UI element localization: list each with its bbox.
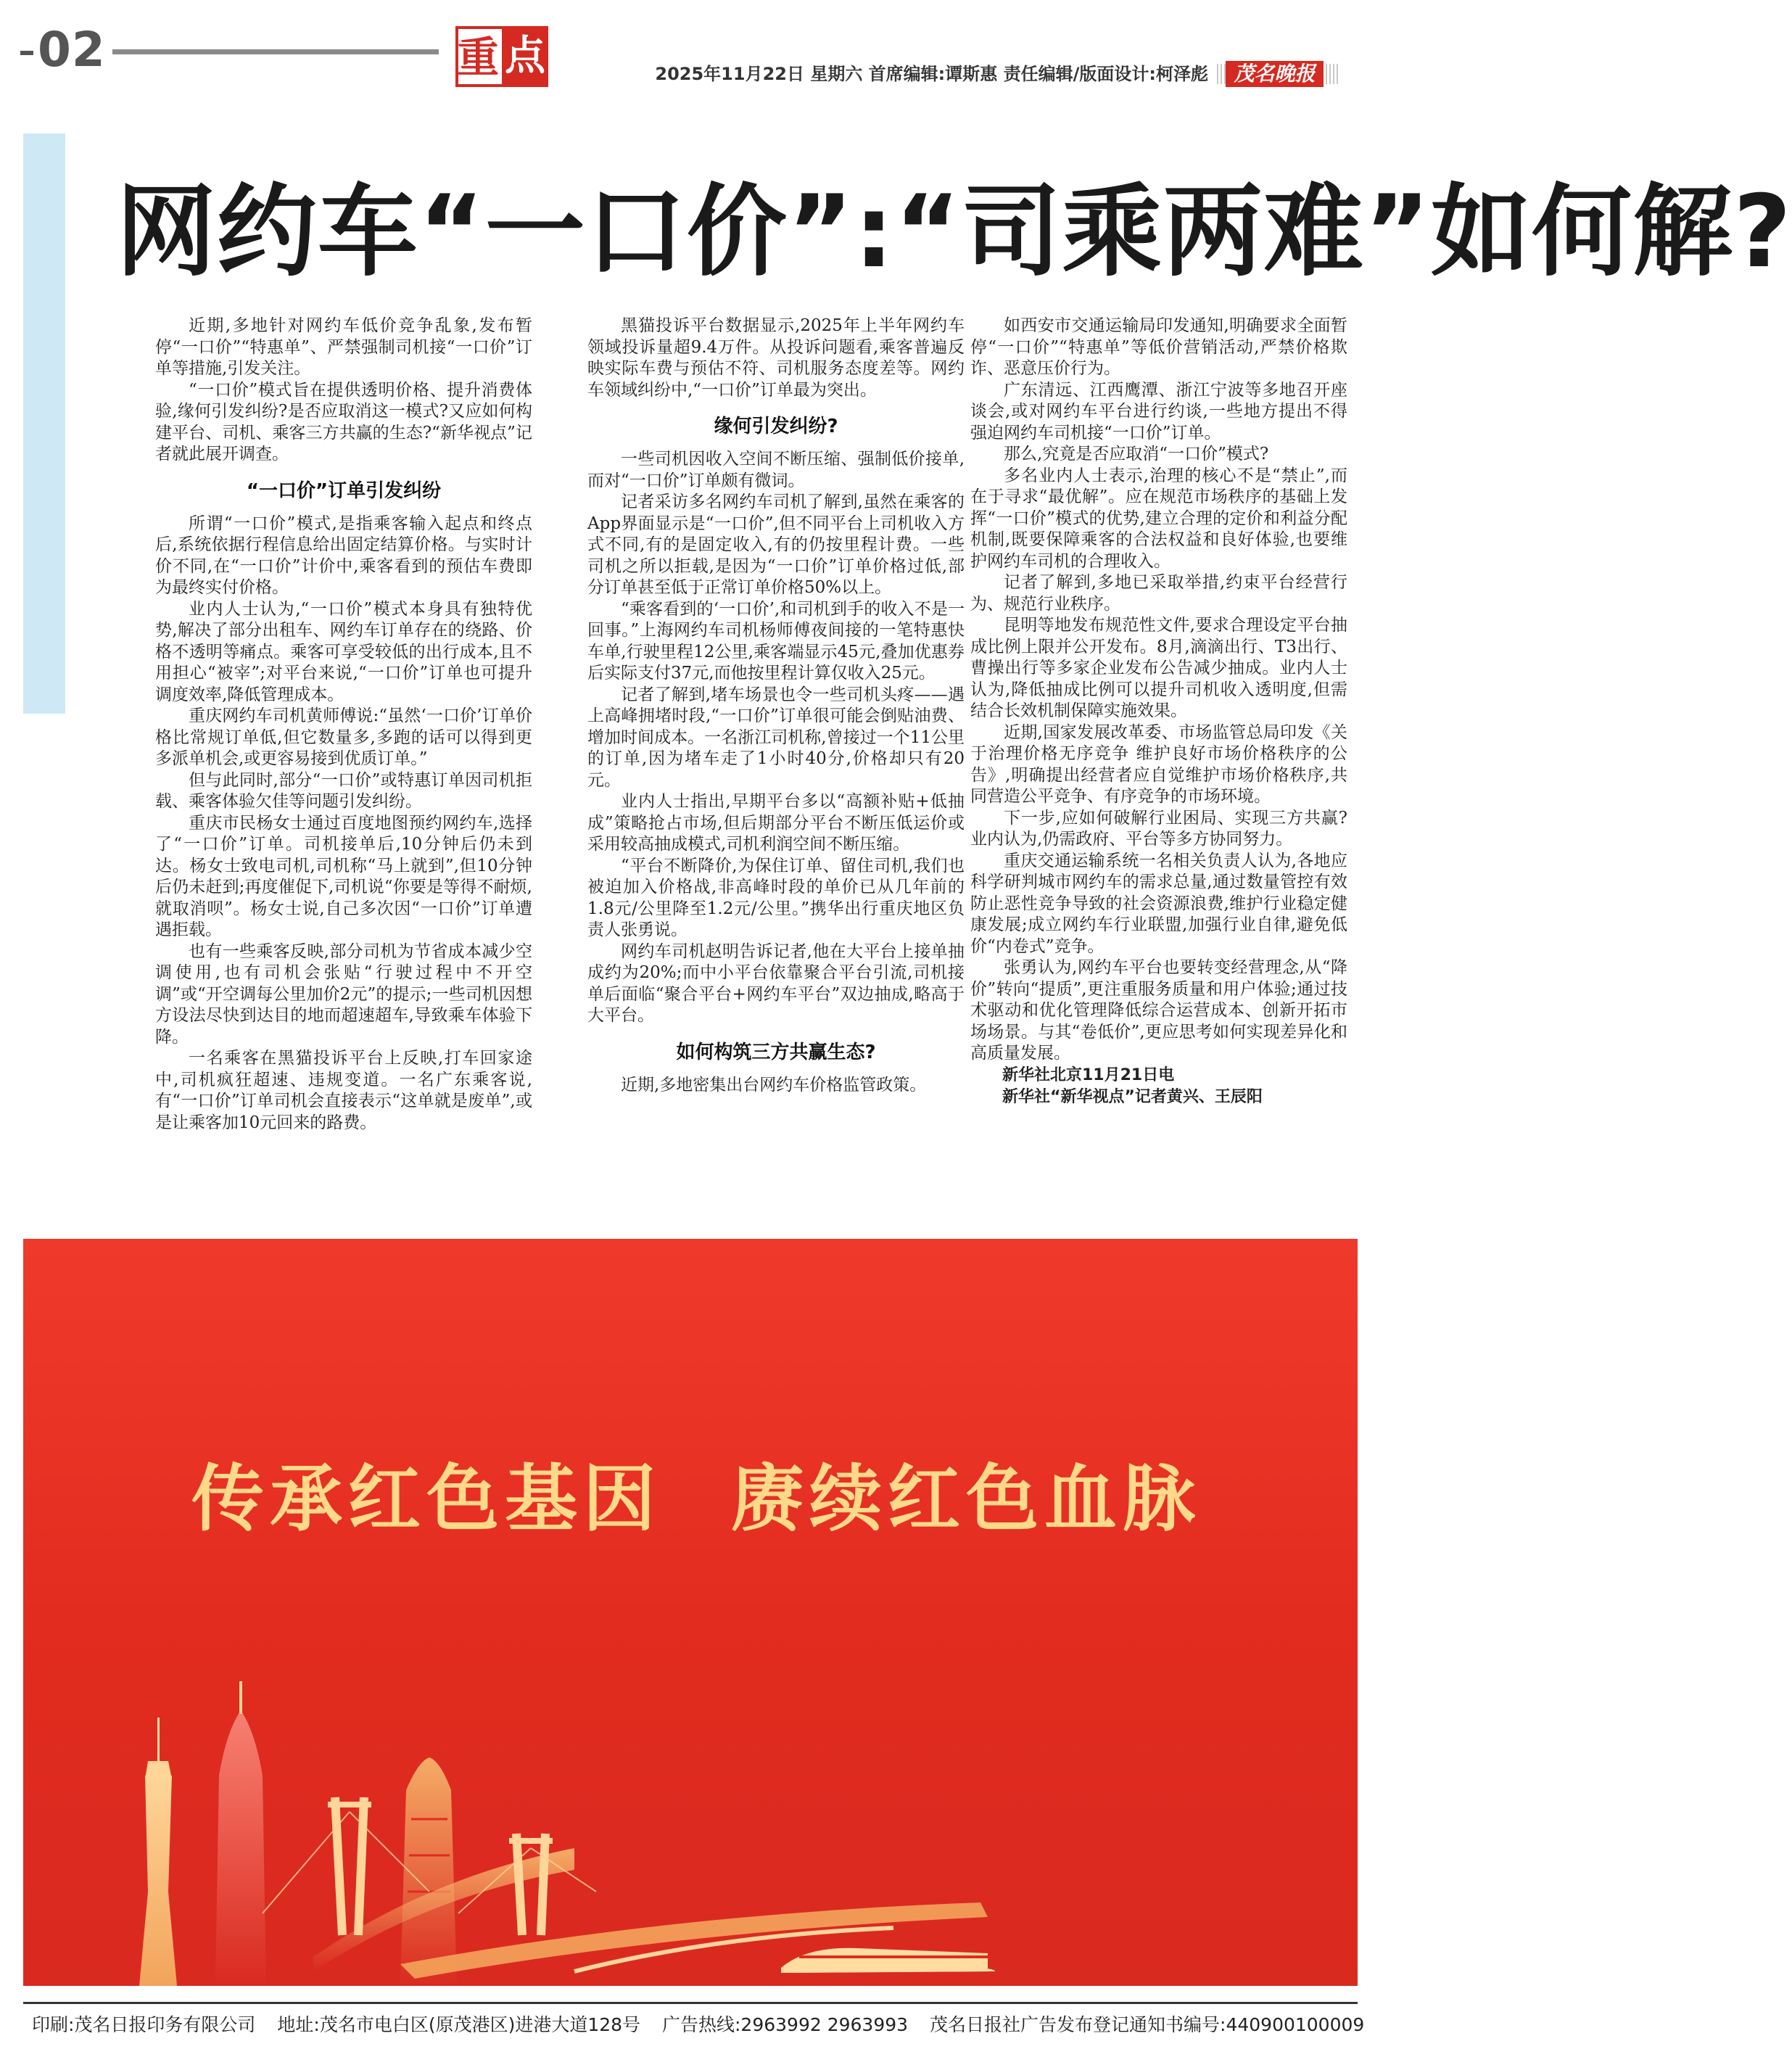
section-heading: 缘何引发纠纷? <box>714 416 838 437</box>
section-heading: 如何构筑三方共赢生态? <box>676 1041 876 1063</box>
footer-registration: 茂名日报社广告发布登记通知书编号:440900100009 <box>930 2014 1365 2035</box>
paragraph: 记者了解到,多地已采取举措,约束平台经营行为、规范行业秩序。 <box>970 573 1347 614</box>
byline: 新华社北京11月21日电 <box>1002 1065 1175 1084</box>
section-tag-right: 点 <box>502 26 548 87</box>
paragraph: 下一步,应如何破解行业困局、实现三方共赢?业内认为,仍需政府、平台等多方协同努力。 <box>970 808 1347 849</box>
paragraph: 业内人士认为,“一口价”模式本身具有独特优势,解决了部分出租车、网约车订单存在的绕路、价格不透明等痛点。乘客可享受较低的出行成本,且不用担心“被宰”;对平台来说,“一口价”订单也可提升调度效率,降低管理成本。 <box>155 599 532 704</box>
banner-slogan-left: 传承红色基因 <box>191 1456 661 1541</box>
paragraph: 昆明等地发布规范性文件,要求合理设定平台抽成比例上限并公开发布。8月,滴滴出行、T3出行、曹操出行等多家企业发布公告减少抽成。业内人士认为,降低抽成比例可以提升司机收入透明度,但需结合长效机制保障实施效果。 <box>970 616 1347 720</box>
footer-address: 地址:茂名市电白区(原茂港区)进港大道128号 <box>277 2014 641 2035</box>
paragraph: 重庆市民杨女士通过百度地图预约网约车,选择了“一口价”订单。司机接单后,10分钟后仍未到达。杨女士致电司机,司机称“马上就到”,但10分钟后仍未赶到;再度催促下,司机说“你要是等得不耐烦,就取消呗”。杨女士说,自己多次因“一口价”订单遭遇拒载。 <box>155 813 532 939</box>
paragraph: “乘客看到的‘一口价’,和司机到手的收入不是一回事。”上海网约车司机杨师傅夜间接的一笔特惠快车单,行驶里程12公里,乘客端显示45元,叠加优惠券后实际支付37元,而他按里程计算仅收入25元。 <box>587 599 965 683</box>
paragraph: 近期,国家发展改革委、市场监管总局印发《关于治理价格无序竞争 维护良好市场价格秩序的公告》,明确提出经营者应自觉维护市场价格秩序,共同营造公平竞争、有序竞争的市场环境。 <box>970 722 1347 806</box>
paragraph: “平台不断降价,为保住订单、留住司机,我们也被迫加入价格战,非高峰时段的单价已从几年前的1.8元/公里降至1.2元/公里。”携华出行重庆地区负责人张勇说。 <box>587 856 965 939</box>
paragraph: 如西安市交通运输局印发通知,明确要求全面暂停“一口价”“特惠单”等低价营销活动,严禁价格欺诈、恶意压价行为。 <box>970 316 1347 378</box>
paragraph: 也有一些乘客反映,部分司机为节省成本减少空调使用,也有司机会张贴“行驶过程中不开空调”或“开空调每公里加价2元”的提示;一些司机因想方设法尽快到达目的地而超速超车,导致乘车体验下降。 <box>155 941 532 1047</box>
paragraph: 张勇认为,网约车平台也要转变经营理念,从“降价”转向“提质”,更注重服务质量和用户体验;通过技术驱动和优化管理降低综合运营成本、创新开拓市场场景。与其“卷低价”,更应思考如何实现差异化和高质量发展。 <box>970 958 1347 1063</box>
paragraph: 重庆交通运输系统一名相关负责人认为,各地应科学研判城市网约车的需求总量,通过数量管控有效防止恶性竞争导致的社会资源浪费,维护行业稳定健康发展;成立网约车行业联盟,加强行业自律,避免低价“内卷式”竞争。 <box>970 851 1347 956</box>
article-headline: 网约车“一口价”:“司乘两难”如何解? <box>116 173 1792 290</box>
banner-slogan-right: 赓续红色血脉 <box>731 1456 1201 1541</box>
paragraph: 记者了解到,堵车场景也令一些司机头疼——遇上高峰拥堵时段,“一口价”订单很可能会倒贴油费、增加时间成本。一名浙江司机称,曾接过一个11公里的订单,因为堵车走了1小时40分,价格却只有20元。 <box>587 685 965 790</box>
tower-tv-icon <box>139 1718 177 1986</box>
red-banner-ad <box>23 1239 1358 1986</box>
decorative-side-band <box>23 133 65 714</box>
paragraph: 重庆网约车司机黄师傅说:“虽然‘一口价’订单价格比常规订单低,但它数量多,多跑的话可以得到更多派单机会,或更容易接到优质订单。” <box>155 706 532 768</box>
paragraph: 黑猫投诉平台数据显示,2025年上半年网约车领域投诉量超9.4万件。从投诉问题看,乘客普遍反映实际车费与预估不符、司机服务态度差等。网约车领域纠纷中,“一口价”订单最为突出。 <box>587 316 965 400</box>
footer-rule <box>23 2002 1358 2004</box>
paragraph: 广东清远、江西鹰潭、浙江宁波等多地召开座谈会,或对网约车平台进行约谈,一些地方提出不得强迫网约车司机接“一口价”订单。 <box>970 380 1347 442</box>
section-tag <box>455 26 548 87</box>
section-tag-left: 重 <box>457 33 500 82</box>
footer-printer: 印刷:茂名日报印务有限公司 <box>32 2014 256 2035</box>
byline: 新华社“新华视点”记者黄兴、王辰阳 <box>1002 1087 1263 1106</box>
paragraph: 一名乘客在黑猫投诉平台上反映,打车回家途中,司机疯狂超速、违规变道。一名广东乘客说,有“一口价”订单司机会直接表示“这单就是废单”,或是让乘客加10元回来的路费。 <box>155 1049 532 1132</box>
paragraph: 一些司机因收入空间不断压缩、强制低价接单,而对“一口价”订单颇有微词。 <box>587 450 965 490</box>
paragraph: 那么,究竟是否应取消“一口价”模式? <box>1004 445 1269 463</box>
header-info: 2025年11月22日 星期六 首席编辑:谭斯惠 责任编辑/版面设计:柯泽彪 <box>586 64 1217 84</box>
article-column-2 <box>587 316 965 1096</box>
tower-tall-icon <box>215 1681 266 1986</box>
train-icon <box>400 1902 995 1979</box>
paragraph: 网约车司机赵明告诉记者,他在大平台上接单抽成约为20%;而中小平台依靠聚合平台引流,司机接单后面临“聚合平台+网约车平台”双边抽成,略高于大平台。 <box>587 941 965 1025</box>
section-heading: “一口价”订单引发纠纷 <box>246 479 442 502</box>
article-column-3 <box>970 316 1347 1108</box>
header-rule <box>112 49 439 54</box>
paragraph: 所谓“一口价”模式,是指乘客输入起点和终点后,系统依据行程信息给出固定结算价格。与实时计价不同,在“一口价”计价中,乘客看到的预估车费即为最终实付价格。 <box>155 514 532 597</box>
paragraph: 多名业内人士表示,治理的核心不是“禁止”,而在于寻求“最优解”。应在规范市场秩序的基础上发挥“一口价”模式的优势,建立合理的定价和利益分配机制,既要保障乘客的合法权益和良好体验,也要维护网约车司机的合理收入。 <box>970 466 1347 571</box>
paragraph: 业内人士指出,早期平台多以“高额补贴+低抽成”策略抢占市场,但后期部分平台不断压低运价或采用较高抽成模式,司机利润空间不断压缩。 <box>587 792 965 854</box>
paragraph: “一口价”模式旨在提供透明价格、提升消费体验,缘何引发纠纷?是否应取消这一模式?又应如何构建平台、司机、乘客三方共赢的生态?“新华视点”记者就此展开调查。 <box>155 380 532 463</box>
skyline-illustration <box>23 1239 1358 1986</box>
paragraph: 近期,多地密集出台网约车价格监管政策。 <box>621 1075 927 1094</box>
footer-ad-hotline: 广告热线:2963992 2963993 <box>662 2014 909 2035</box>
banner-slogan <box>191 1440 1201 1545</box>
paragraph: 记者采访多名网约车司机了解到,虽然在乘客的App界面显示是“一口价”,但不同平台上司机收入方式不同,有的是固定收入,有的仍按里程计费。一些司机之所以拒载,是因为“一口价”订单价格过低,部分订单甚至低于正常订单价格50%以上。 <box>587 492 965 597</box>
paragraph: 但与此同时,部分“一口价”或特惠订单因司机拒载、乘客体验欠佳等问题引发纠纷。 <box>155 770 532 811</box>
footer <box>32 2011 1365 2040</box>
paper-logo: 茂名晚报 <box>1226 61 1324 87</box>
paragraph: 近期,多地针对网约车低价竞争乱象,发布暂停“一口价”“特惠单”、严禁强制司机接“一口价”订单等措施,引发关注。 <box>155 316 532 378</box>
page-number: 02 <box>20 22 106 78</box>
article-column-1 <box>155 316 532 1134</box>
